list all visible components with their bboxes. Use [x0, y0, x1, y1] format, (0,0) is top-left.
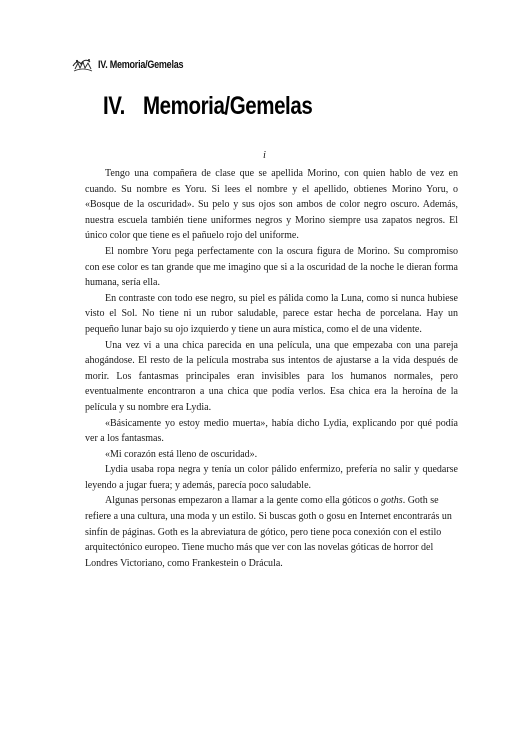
paragraph-text: Algunas personas empezaron a llamar a la gente como ella góticos o [105, 495, 382, 507]
paragraph: El nombre Yoru pega perfectamente con la oscura figura de Morino. Su compromiso con ese color es tan grande que me imagino que si a la oscuridad de la noche le dieran forma humana, sería ella. [85, 245, 458, 289]
chapter-title: Memoria/Gemelas [143, 92, 313, 120]
paragraph: En contraste con todo ese negro, su piel es pálida como la Luna, como si nunca hubiese visto el Sol. No tiene ni un rubor saludable, parece estar hecha de porcelana. Hay un pequeño lunar bajo su ojo izquierdo y tiene un aura mística, como el de una vidente. [85, 292, 458, 335]
body-text [85, 166, 458, 571]
running-header [72, 57, 202, 73]
paragraph: «Mi corazón está lleno de oscuridad». [105, 448, 258, 460]
running-title: IV. Memoria/Gemelas [98, 59, 184, 71]
chapter-number: IV. [103, 92, 125, 120]
paragraph: Una vez vi a una chica parecida en una película, una que empezaba con una pareja ahogándose. El resto de la película mostraba sus intentos de ajustarse a la vida después de morir. Los fantasmas principales eran invisibles para los humanos normales, pero eventualmente encontraron a una chica que podía verlos. Esa chica era la heroína de la película y su nombre era Lydia. [85, 339, 458, 413]
paragraph: Lydia usaba ropa negra y tenía un color pálido enfermizo, prefería no salir y quedarse leyendo a jugar fuera; y además, parecía poco saludable. [85, 464, 458, 491]
chapter-heading [103, 92, 312, 121]
paragraph-text: . Goth se refiere a una cultura, una moda y un estilo. Si buscas goth o gosu en Internet encontrarás un sinfín de páginas. Goth es la abreviatura de gótico, pero tiene poca conexión con el estilo arquitectónico europeo. Tiene mucho más que ver con las novelas góticas de horror del Londres Victoriano, como Frankestein o Drácula. [85, 495, 452, 569]
emphasis-text: goths [381, 495, 403, 507]
ornament-logo-icon [72, 57, 94, 73]
paragraph: «Básicamente yo estoy medio muerta», había dicho Lydia, explicando por qué podía ver a los fantasmas. [85, 417, 458, 445]
paragraph [85, 493, 458, 571]
section-marker: i [263, 150, 266, 161]
paragraph: Tengo una compañera de clase que se apellida Morino, con quien hablo de vez en cuando. Su nombre es Yoru. Si lees el nombre y el apellido, obtienes Morino Yoru, o «Bosque de la oscuridad». Su pelo y sus ojos son ambos de color negro oscuro. Además, nuestra escuela también tiene uniformes negros y Morino siempre usa zapatos negros. El único color que tiene es el pañuelo rojo del uniforme. [85, 168, 458, 242]
